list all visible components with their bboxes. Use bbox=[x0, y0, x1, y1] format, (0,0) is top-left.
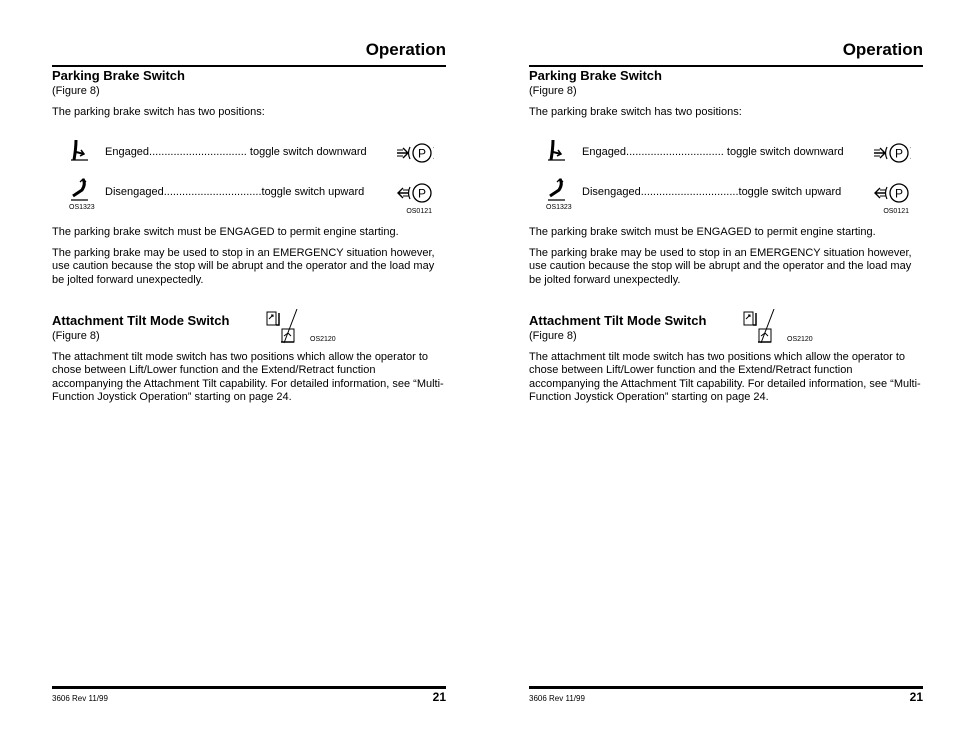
parking-note-emergency: The parking brake may be used to stop in an EMERGENCY situation however, use caution because the stop will be abrupt and the operator and the load may be jolted forward unexpectedly. bbox=[529, 247, 912, 286]
figure-code-right: OS0121 bbox=[883, 208, 909, 215]
tilt-figure-ref: (Figure 8) bbox=[529, 330, 577, 342]
engaged-description: Engaged................................ toggle switch downward bbox=[105, 146, 367, 158]
p-letter: P bbox=[417, 186, 427, 201]
manual-page-left bbox=[52, 0, 446, 738]
parking-brake-engage-icon bbox=[396, 141, 434, 165]
parking-brake-release-icon bbox=[396, 181, 434, 205]
tilt-figure-code: OS2120 bbox=[787, 336, 813, 343]
p-letter: P bbox=[894, 146, 904, 161]
section-title: Operation bbox=[842, 40, 923, 59]
tilt-figure-ref: (Figure 8) bbox=[52, 330, 100, 342]
lever-down-icon bbox=[68, 138, 92, 164]
engaged-description: Engaged................................ toggle switch downward bbox=[582, 146, 844, 158]
section-title: Operation bbox=[365, 40, 446, 59]
header-rule bbox=[52, 65, 446, 67]
parking-intro: The parking brake switch has two positions: bbox=[52, 106, 265, 118]
manual-page-right bbox=[529, 0, 923, 738]
tilt-mode-heading: Attachment Tilt Mode Switch bbox=[52, 313, 230, 328]
attachment-tilt-mode-icon bbox=[741, 309, 775, 345]
header-rule bbox=[529, 65, 923, 67]
parking-figure-ref: (Figure 8) bbox=[529, 85, 577, 97]
page-number: 21 bbox=[909, 690, 923, 704]
tilt-mode-body: The attachment tilt mode switch has two positions which allow the operator to chose between Lift/Lower function and the Extend/Retract function accompanying the Attachment Tilt capability. For detailed information, see “Multi-Function Joystick Operation” starting on page 24. bbox=[529, 351, 921, 403]
figure-code-left: OS1323 bbox=[69, 204, 95, 211]
figure-code-right: OS0121 bbox=[406, 208, 432, 215]
p-letter: P bbox=[894, 186, 904, 201]
lever-up-icon bbox=[68, 178, 92, 204]
parking-intro: The parking brake switch has two positions: bbox=[529, 106, 742, 118]
parking-brake-heading: Parking Brake Switch bbox=[529, 68, 662, 83]
parking-brake-engage-icon bbox=[873, 141, 911, 165]
tilt-mode-heading: Attachment Tilt Mode Switch bbox=[529, 313, 707, 328]
page-number: 21 bbox=[432, 690, 446, 704]
revision-label: 3606 Rev 11/99 bbox=[529, 694, 585, 703]
footer-rule bbox=[52, 686, 446, 689]
engaged-row bbox=[529, 138, 923, 168]
parking-note-engaged: The parking brake switch must be ENGAGED to permit engine starting. bbox=[52, 226, 399, 238]
parking-note-emergency: The parking brake may be used to stop in an EMERGENCY situation however, use caution because the stop will be abrupt and the operator and the load may be jolted forward unexpectedly. bbox=[52, 247, 435, 286]
disengaged-row bbox=[52, 178, 446, 208]
tilt-mode-body: The attachment tilt mode switch has two positions which allow the operator to chose between Lift/Lower function and the Extend/Retract function accompanying the Attachment Tilt capability. For detailed information, see “Multi-Function Joystick Operation” starting on page 24. bbox=[52, 351, 444, 403]
footer-rule bbox=[529, 686, 923, 689]
attachment-tilt-mode-icon bbox=[264, 309, 298, 345]
parking-brake-release-icon bbox=[873, 181, 911, 205]
tilt-figure-code: OS2120 bbox=[310, 336, 336, 343]
revision-label: 3606 Rev 11/99 bbox=[52, 694, 108, 703]
disengaged-description: Disengaged................................toggle switch upward bbox=[582, 186, 842, 198]
figure-code-left: OS1323 bbox=[546, 204, 572, 211]
lever-up-icon bbox=[545, 178, 569, 204]
engaged-row bbox=[52, 138, 446, 168]
p-letter: P bbox=[417, 146, 427, 161]
disengaged-description: Disengaged................................toggle switch upward bbox=[105, 186, 365, 198]
parking-note-engaged: The parking brake switch must be ENGAGED to permit engine starting. bbox=[529, 226, 876, 238]
lever-down-icon bbox=[545, 138, 569, 164]
parking-figure-ref: (Figure 8) bbox=[52, 85, 100, 97]
parking-brake-heading: Parking Brake Switch bbox=[52, 68, 185, 83]
disengaged-row bbox=[529, 178, 923, 208]
